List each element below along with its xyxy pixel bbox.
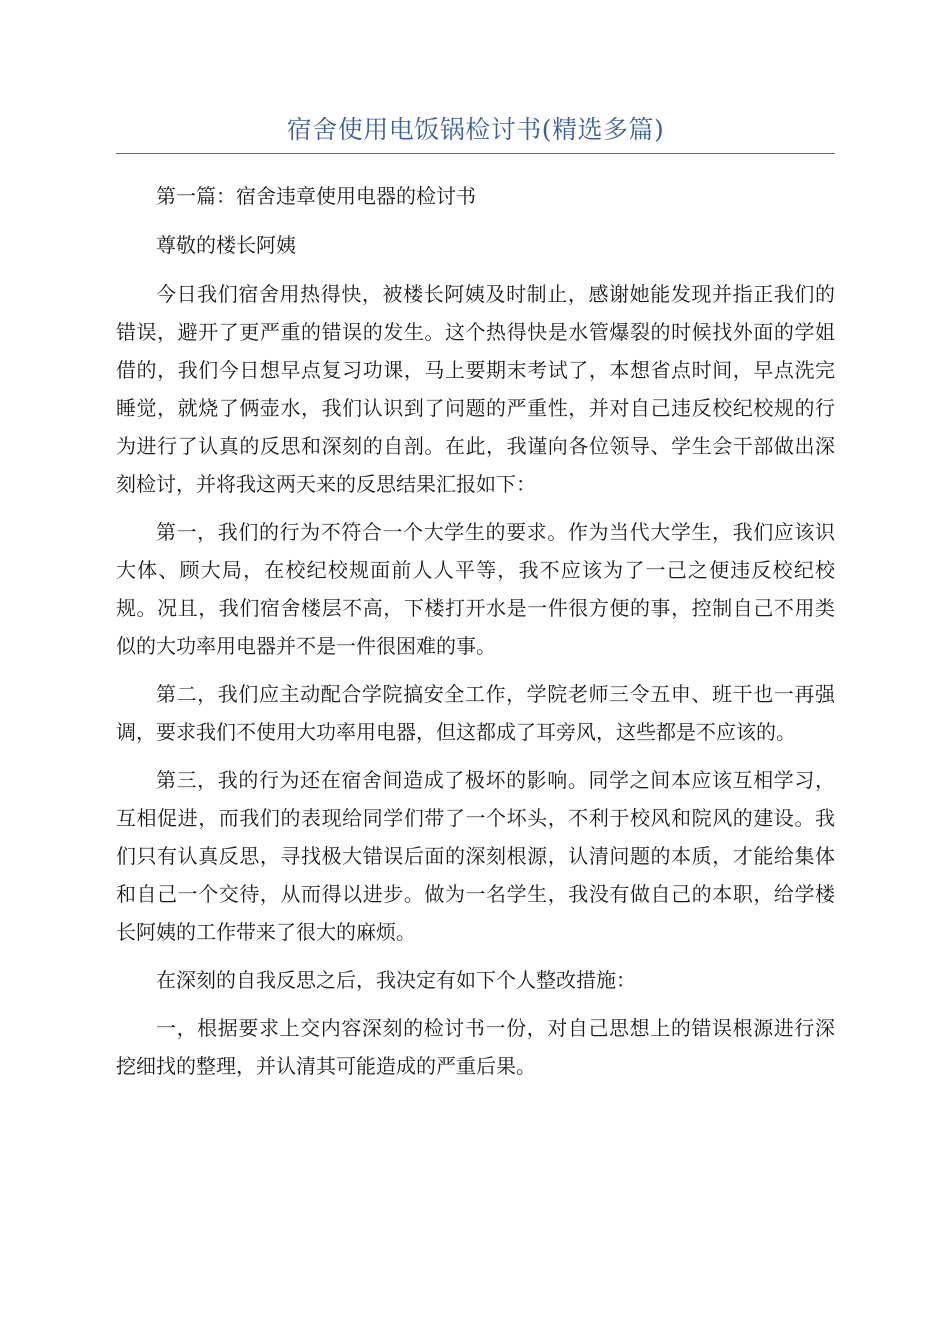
paragraph: 在深刻的自我反思之后，我决定有如下个人整改措施： (156, 968, 636, 992)
paragraph: 第一，我们的行为不符合一个大学生的要求。作为当代大学生，我们应该识大体、顾大局，在校纪校规面前人人平等，我不应该为了一己之便违反校纪校规。况且，我们宿舍楼层不高，下楼打开水是一件很方便的事，控制自己不用类似的大功率用电器并不是一件很困难的事。 (116, 520, 835, 658)
document-page (116, 110, 835, 1095)
salutation: 尊敬的楼长阿姨 (156, 233, 296, 257)
paragraph: 第三，我的行为还在宿舍间造成了极坏的影响。同学之间本应该互相学习，互相促进，而我们的表现给同学们带了一个坏头，不利于校风和院风的建设。我们只有认真反思，寻找极大错误后面的深刻根源，认清问题的本质，才能给集体和自己一个交待，从而得以进步。做为一名学生，我没有做自己的本职，给学楼长阿姨的工作带来了很大的麻烦。 (116, 768, 835, 944)
paragraph: 一，根据要求上交内容深刻的检讨书一份，对自己思想上的错误根源进行深挖细找的整理，并认清其可能造成的严重后果。 (116, 1016, 835, 1078)
paragraph: 第二，我们应主动配合学院搞安全工作，学院老师三令五申、班干也一再强调，要求我们不使用大功率用电器，但这都成了耳旁风，这些都是不应该的。 (116, 682, 835, 744)
document-title: 宿舍使用电饭锅检讨书(精选多篇) (116, 110, 835, 154)
paragraph: 今日我们宿舍用热得快，被楼长阿姨及时制止，感谢她能发现并指正我们的错误，避开了更严重的错误的发生。这个热得快是水管爆裂的时候找外面的学姐借的，我们今日想早点复习功课，马上要期末考试了，本想省点时间，早点洗完睡觉，就烧了俩壶水，我们认识到了问题的严重性，并对自己违反校纪校规的行为进行了认真的反思和深刻的自剖。在此，我谨向各位领导、学生会干部做出深刻检讨，并将我这两天来的反思结果汇报如下： (116, 282, 835, 496)
section-heading: 第一篇：宿舍违章使用电器的检讨书 (156, 184, 476, 208)
document-body (116, 177, 835, 1085)
